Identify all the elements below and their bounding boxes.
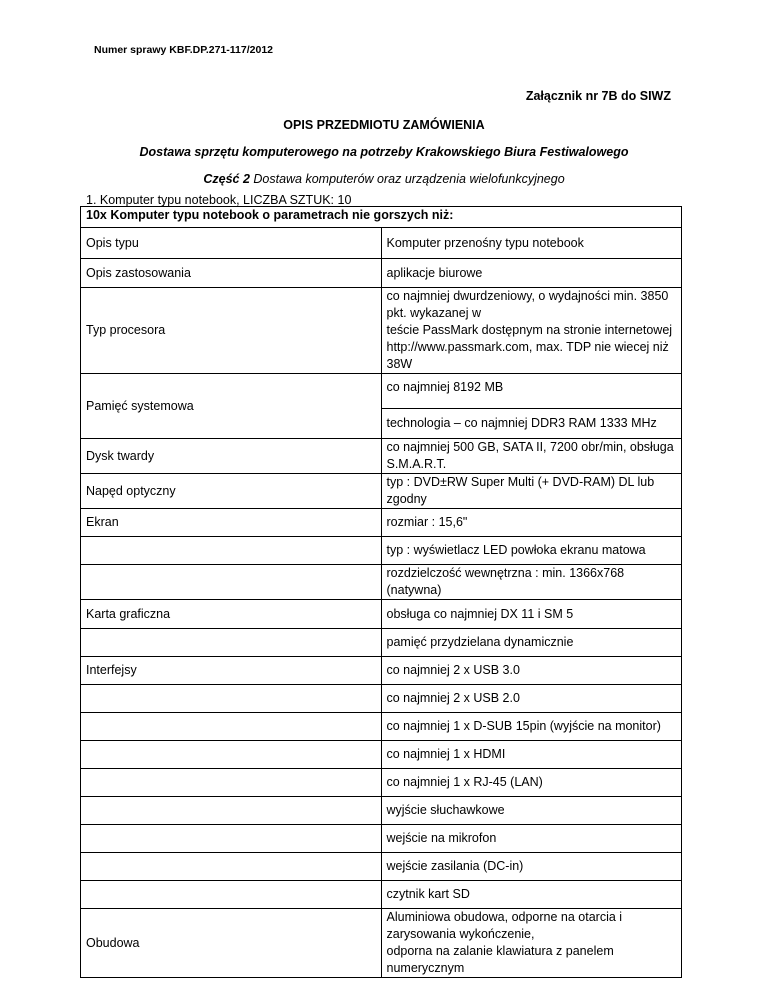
value-line: co najmniej dwurdzeniowy, o wydajności min. 3850 pkt. wykazanej w	[386, 289, 669, 320]
table-row	[81, 537, 682, 565]
table-row	[81, 629, 682, 657]
table-row	[81, 509, 682, 537]
row-value: technologia – co najmniej DDR3 RAM 1333 MHz	[381, 409, 682, 439]
table-row	[81, 288, 682, 374]
table-row	[81, 259, 682, 288]
table-row	[81, 600, 682, 629]
table-row	[81, 685, 682, 713]
row-value: co najmniej 1 x RJ-45 (LAN)	[381, 769, 682, 797]
row-value: pamięć przydzielana dynamicznie	[381, 629, 682, 657]
row-value: co najmniej 1 x HDMI	[381, 741, 682, 769]
table-header-row	[81, 207, 682, 228]
row-value: wejście na mikrofon	[381, 825, 682, 853]
row-label-empty	[81, 797, 382, 825]
row-label: Opis zastosowania	[81, 259, 382, 288]
table-row	[81, 881, 682, 909]
table-row	[81, 741, 682, 769]
row-value: wyjście słuchawkowe	[381, 797, 682, 825]
row-label: Opis typu	[81, 228, 382, 259]
row-value: co najmniej 2 x USB 2.0	[381, 685, 682, 713]
row-value: co najmniej 2 x USB 3.0	[381, 657, 682, 685]
table-row	[81, 657, 682, 685]
row-value: Komputer przenośny typu notebook	[381, 228, 682, 259]
row-label: Dysk twardy	[81, 439, 382, 474]
table-row	[81, 374, 682, 409]
row-value: obsługa co najmniej DX 11 i SM 5	[381, 600, 682, 629]
part-heading	[0, 172, 768, 186]
value-line: Aluminiowa obudowa, odporne na otarcia i zarysowania wykończenie,	[386, 910, 623, 941]
case-number: Numer sprawy KBF.DP.271-117/2012	[94, 44, 273, 56]
row-value	[381, 288, 682, 374]
row-label-empty	[81, 713, 382, 741]
row-value: aplikacje biurowe	[381, 259, 682, 288]
row-label: Ekran	[81, 509, 382, 537]
row-value: co najmniej 500 GB, SATA II, 7200 obr/min, obsługa S.M.A.R.T.	[381, 439, 682, 474]
row-label: Napęd optyczny	[81, 474, 382, 509]
part-label: Część 2	[203, 172, 250, 186]
table-row	[81, 769, 682, 797]
row-label: Obudowa	[81, 909, 382, 978]
value-line: http://www.passmark.com, max. TDP nie wiecej niż 38W	[386, 340, 669, 371]
row-label-empty	[81, 881, 382, 909]
row-value: typ : DVD±RW Super Multi (+ DVD-RAM) DL lub zgodny	[381, 474, 682, 509]
row-label-empty	[81, 685, 382, 713]
row-label: Typ procesora	[81, 288, 382, 374]
row-value: wejście zasilania (DC-in)	[381, 853, 682, 881]
table-row	[81, 228, 682, 259]
row-value	[381, 909, 682, 978]
row-label-empty	[81, 741, 382, 769]
annex-label: Załącznik nr 7B do SIWZ	[525, 89, 671, 103]
table-row	[81, 825, 682, 853]
row-value: co najmniej 1 x D-SUB 15pin (wyjście na monitor)	[381, 713, 682, 741]
table-row	[81, 853, 682, 881]
row-label: Karta graficzna	[81, 600, 382, 629]
table-row	[81, 797, 682, 825]
row-value: co najmniej 8192 MB	[381, 374, 682, 409]
row-label-empty	[81, 769, 382, 797]
table-row	[81, 439, 682, 474]
row-label-empty	[81, 537, 382, 565]
row-label-empty	[81, 853, 382, 881]
row-label-empty	[81, 565, 382, 600]
table-row	[81, 565, 682, 600]
spec-table	[80, 206, 682, 978]
value-line: odporna na zalanie klawiatura z panelem numerycznym	[386, 944, 614, 975]
document-subtitle: Dostawa sprzętu komputerowego na potrzeby Krakowskiego Biura Festiwalowego	[139, 145, 629, 159]
row-label: Pamięć systemowa	[81, 374, 382, 439]
table-row	[81, 713, 682, 741]
part-text: Dostawa komputerów oraz urządzenia wielofunkcyjnego	[249, 172, 565, 186]
section-heading: 1. Komputer typu notebook, LICZBA SZTUK: 10	[86, 193, 352, 207]
document-title: OPIS PRZEDMIOTU ZAMÓWIENIA	[283, 118, 485, 132]
row-label-empty	[81, 629, 382, 657]
table-row	[81, 474, 682, 509]
row-value: czytnik kart SD	[381, 881, 682, 909]
row-label-empty	[81, 825, 382, 853]
row-value: typ : wyświetlacz LED powłoka ekranu matowa	[381, 537, 682, 565]
row-value: rozdzielczość wewnętrzna : min. 1366x768 (natywna)	[381, 565, 682, 600]
row-label: Interfejsy	[81, 657, 382, 685]
table-row	[81, 909, 682, 978]
value-line: teście PassMark dostępnym na stronie internetowej	[386, 323, 673, 337]
row-value: rozmiar : 15,6"	[381, 509, 682, 537]
table-header: 10x Komputer typu notebook o parametrach nie gorszych niż:	[81, 207, 682, 228]
